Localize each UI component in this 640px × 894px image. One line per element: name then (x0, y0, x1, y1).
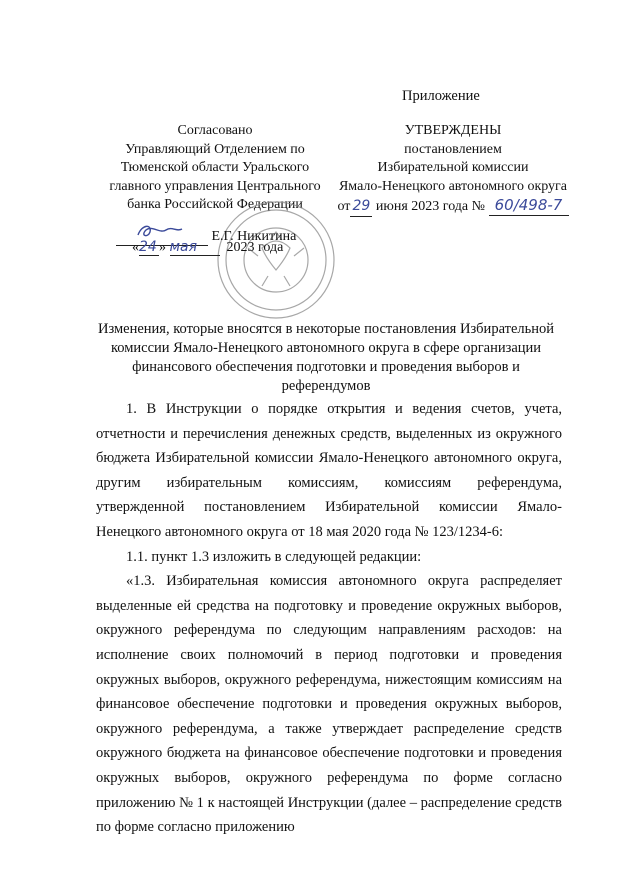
approval-left-date-year: 2023 года (226, 240, 284, 255)
approval-left-line: главного управления Центрального (109, 178, 321, 194)
approval-left-line: Согласовано (177, 123, 253, 138)
body-paragraph: «1.3. Избирательная комиссия автономного округа распределяет выделенные ей средства на подготовку и проведение окружных выборов, окружного референдума по следующим направлениям расходов: на исполнение своих полномочий в период подготовки и проведения окружных выборов, окружного референдума, нижестоящим комиссиям на финансовое обеспечение подготовки и проведения окружных выборов, окружного референдума, а также утверждает распределение средств окружного бюджета на финансовое обеспечение подготовки и проведения окружных выборов, окружного референдума по форме согласно приложению № 1 к настоящей Инструкции (далее – распределение средств по форме согласно приложению (96, 573, 562, 836)
official-seal-stamp (196, 196, 356, 326)
date-open-quote: « (132, 240, 139, 255)
approval-left-date-day: 24 (139, 239, 159, 256)
body-paragraph: 1. В Инструкции о порядке открытия и ведения счетов, учета, отчетности и перечисления денежных средств, выделенных из окружного бюджета Избирательной комиссии Ямало-Ненецкого автономного округа, другим избирательным комиссиям, комиссиям референдума, утвержденной постановлением Избирательной комиссии Ямало-Ненецкого автономного округа от 18 мая 2020 года № 123/1234-6: (96, 401, 562, 540)
approval-right-block (334, 122, 572, 217)
document-title (92, 320, 560, 396)
approval-right-line: постановлением (404, 141, 502, 157)
approval-right-date-line (334, 196, 572, 217)
body-paragraph: 1.1. пункт 1.3 изложить в следующей редакции: (126, 548, 422, 565)
approval-right-date-rest: июня 2023 года № (375, 199, 485, 214)
document-body (96, 397, 562, 840)
approval-right-date-prefix: от (337, 199, 351, 214)
approval-left-line: Управляющий Отделением по (125, 141, 305, 157)
approval-right-line: Ямало-Ненецкого автономного округа (338, 178, 568, 194)
approval-left-date-month: мая (170, 239, 220, 256)
signature-icon (116, 222, 208, 240)
approval-right-line: УТВЕРЖДЕНЫ (404, 123, 502, 138)
approval-left-line: Тюменской области Уральского (120, 160, 310, 175)
title-line: Изменения, которые вносятся в некоторые постановления Избирательной (97, 321, 555, 337)
date-close-quote: » (159, 240, 166, 255)
signer-name: Е.Г. Никитина (211, 229, 297, 244)
approval-left-date-line (132, 239, 283, 256)
title-line: комиссии Ямало-Ненецкого автономного округа в сфере организации (110, 340, 542, 356)
approval-right-date-day: 29 (350, 197, 372, 217)
appendix-label: Приложение (402, 88, 480, 104)
approval-right-line: Избирательной комиссии (377, 160, 529, 175)
approval-left-line: банка Российской Федерации (127, 197, 303, 212)
approval-right-doc-number: 60/498-7 (489, 196, 569, 216)
title-line: финансового обеспечения подготовки и проведения выборов и референдумов (132, 359, 520, 394)
